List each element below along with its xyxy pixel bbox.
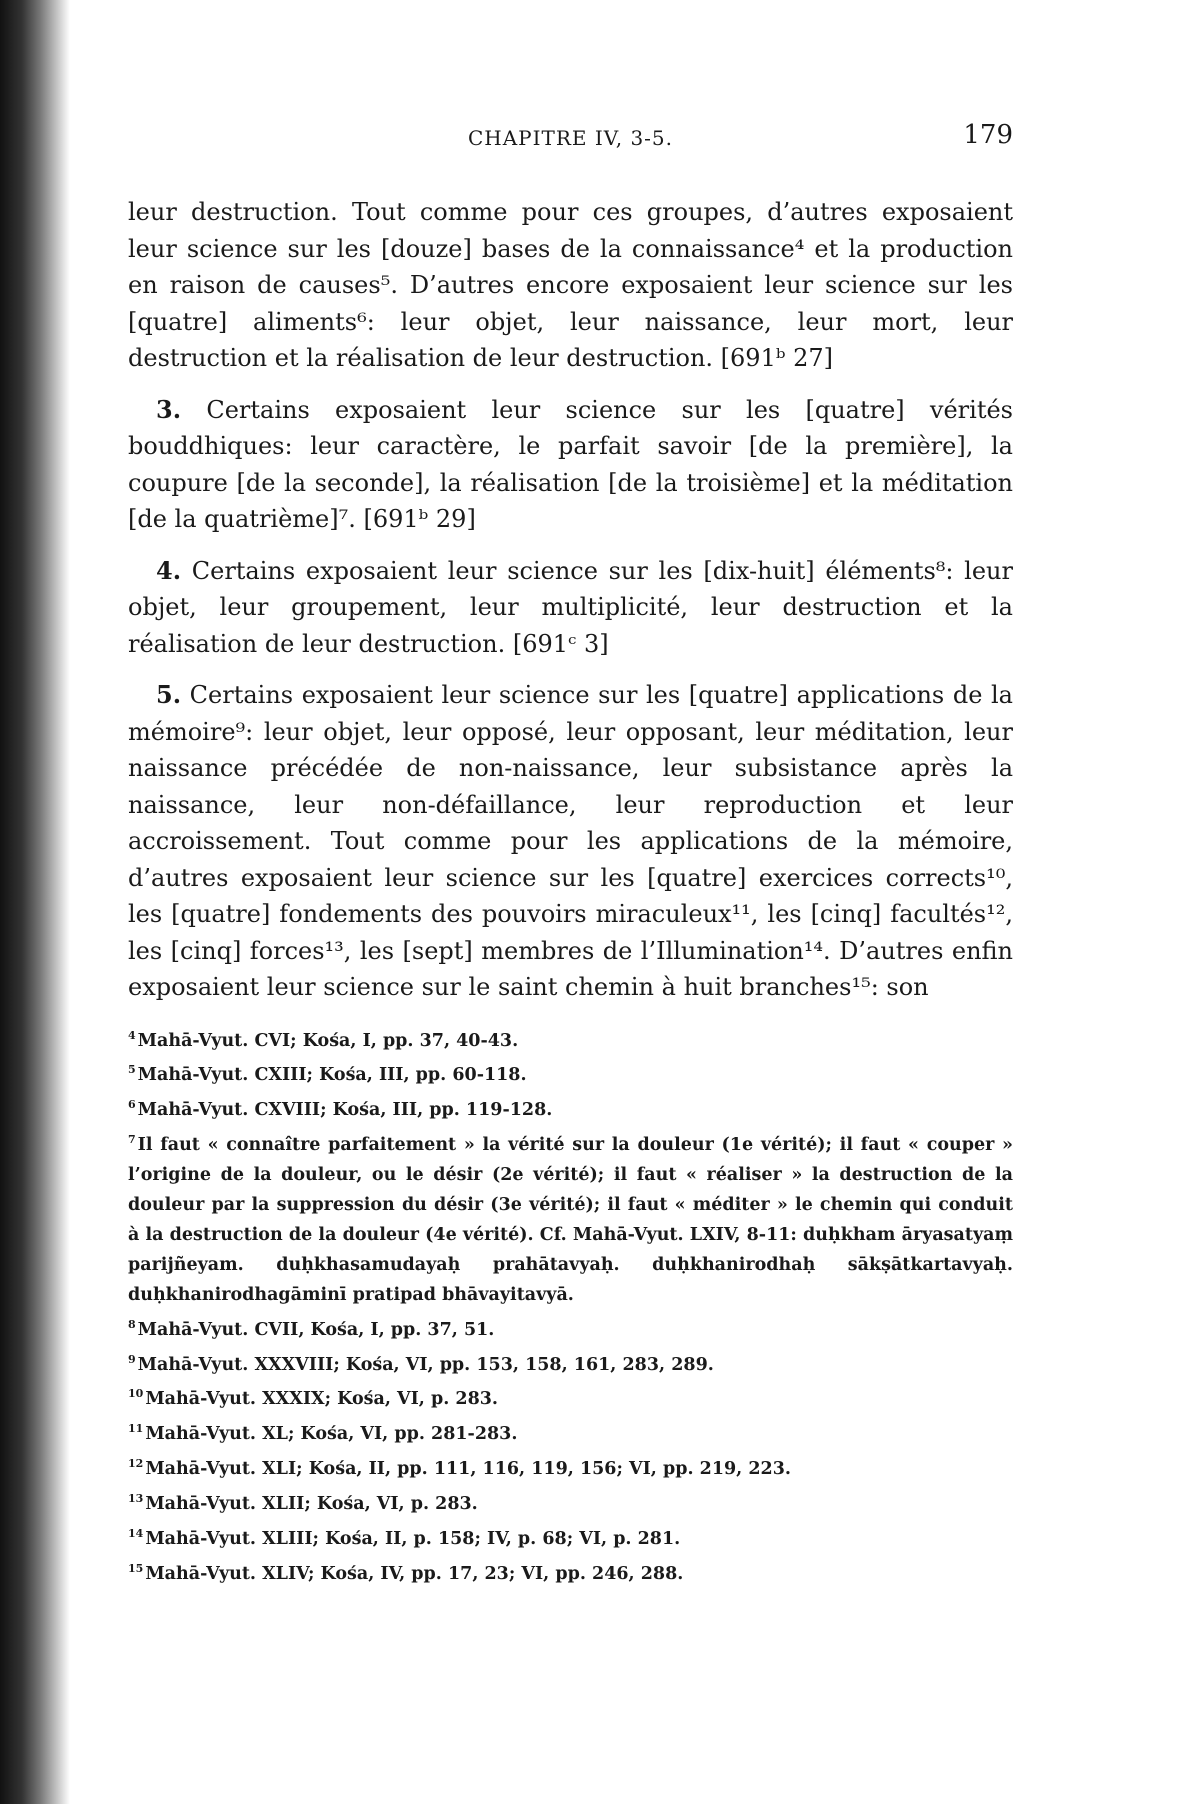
footnote-mark: 10 [128,1387,144,1401]
paragraph-number: 5. [156,680,182,709]
footnote [128,1090,1013,1125]
footnote-text: Mahā-Vyut. CXIII; Kośa, III, pp. 60-118. [137,1065,527,1086]
binding-shadow [0,0,70,1804]
footnote [128,1449,1013,1484]
paragraph-text: Certains exposaient leur science sur les [quatre] applications de la mémoire⁹: leur objet, leur opposé, leur opposant, leur méditation, leur naissance précédée de non-naissance, leur subsistance après la naissance, leur non-défaillance, leur reproduction et leur accroissement. Tout comme pour les applications de la mémoire, d’autres exposaient leur science sur les [quatre] exercices corrects¹⁰, les [quatre] fondements des pouvoirs miraculeux¹¹, les [cinq] facultés¹², les [cinq] forces¹³, les [sept] membres de l’Illumination¹⁴. D’autres enfin exposaient leur science sur le saint chemin à huit branches¹⁵: son [128,681,1013,1001]
footnote-mark: 8 [128,1317,136,1331]
footnote-text: Mahā-Vyut. XLI; Kośa, II, pp. 111, 116, 119, 156; VI, pp. 219, 223. [145,1458,791,1479]
footnote-mark: 14 [128,1526,144,1540]
paragraph [128,677,1013,1006]
footnote-mark: 11 [128,1422,144,1436]
footnote-mark: 12 [128,1457,144,1471]
paragraph-text: leur destruction. Tout comme pour ces groupes, d’autres exposaient leur science sur les [douze] bases de la connaissance⁴ et la production en raison de causes⁵. D’autres encore exposaient leur science sur les [quatre] aliments⁶: leur objet, leur naissance, leur mort, leur destruction et la réalisation de leur destruction. [691ᵇ 27] [128,198,1013,372]
paragraph [128,392,1013,538]
footnote-text: Mahā-Vyut. CXVIII; Kośa, III, pp. 119-128. [137,1099,553,1120]
running-head: CHAPITRE IV, 3-5. [467,126,674,150]
footnote-text: Mahā-Vyut. XLIII; Kośa, II, p. 158; IV, p. 68; VI, p. 281. [145,1528,681,1549]
footnote [128,1310,1013,1345]
footnote-text: Mahā-Vyut. CVII, Kośa, I, pp. 37, 51. [137,1319,495,1340]
footnote [128,1055,1013,1090]
footnotes [128,1021,1013,1589]
footnote-text: Il faut « connaître parfaitement » la vérité sur la douleur (1e vérité); il faut « couper » l’origine de la douleur, ou le désir (2e vérité); il faut « réaliser » la destruction de la douleur par la suppression du désir (3e vérité); il faut « méditer » le chemin qui conduit à la destruction de la douleur (4e vérité). Cf. Mahā-Vyut. LXIV, 8-11: duḥkham āryasatyaṃ parijñeyam. duḥkhasamudayaḥ prahātavyaḥ. duḥkhanirodhaḥ sākṣātkartavyaḥ. duḥkhanirodhagāminī pratipad bhāvayitavyā. [128,1134,1013,1305]
footnote [128,1414,1013,1449]
page-number: 179 [963,120,1013,150]
footnote [128,1021,1013,1056]
footnote [128,1379,1013,1414]
book-page [128,120,1013,1588]
paragraph [128,194,1013,377]
footnote-text: Mahā-Vyut. XL; Kośa, VI, pp. 281-283. [145,1424,518,1445]
footnote-mark: 15 [128,1561,144,1575]
footnote [128,1125,1013,1310]
main-text [128,194,1013,1006]
paragraph [128,553,1013,663]
footnote-text: Mahā-Vyut. XLIV; Kośa, IV, pp. 17, 23; VI, pp. 246, 288. [145,1563,684,1584]
footnote-mark: 6 [128,1098,136,1112]
footnote [128,1345,1013,1380]
footnote-mark: 7 [128,1132,136,1146]
paragraph-number: 4. [156,555,182,585]
footnote-mark: 9 [128,1352,136,1366]
footnote-text: Mahā-Vyut. XXXVIII; Kośa, VI, pp. 153, 158, 161, 283, 289. [137,1354,714,1375]
paragraph-text: Certains exposaient leur science sur les [dix-huit] éléments⁸: leur objet, leur groupement, leur multiplicité, leur destruction et la réalisation de leur destruction. [691ᶜ 3] [128,556,1013,658]
page-header [128,120,1013,164]
footnote-text: Mahā-Vyut. XXXIX; Kośa, VI, p. 283. [145,1389,499,1410]
footnote-text: Mahā-Vyut. CVI; Kośa, I, pp. 37, 40-43. [137,1030,519,1051]
footnote-mark: 5 [128,1063,136,1077]
footnote-mark: 13 [128,1491,144,1505]
footnote-text: Mahā-Vyut. XLII; Kośa, VI, p. 283. [145,1493,478,1514]
footnote [128,1554,1013,1589]
footnote [128,1519,1013,1554]
paragraph-text: Certains exposaient leur science sur les [quatre] vérités bouddhiques: leur caractère, le parfait savoir [de la première], la coupure [de la seconde], la réalisation [de la troisième] et la méditation [de la quatrième]⁷. [691ᵇ 29] [128,395,1013,533]
paragraph-number: 3. [156,394,182,424]
footnote-mark: 4 [128,1028,136,1042]
footnote [128,1484,1013,1519]
